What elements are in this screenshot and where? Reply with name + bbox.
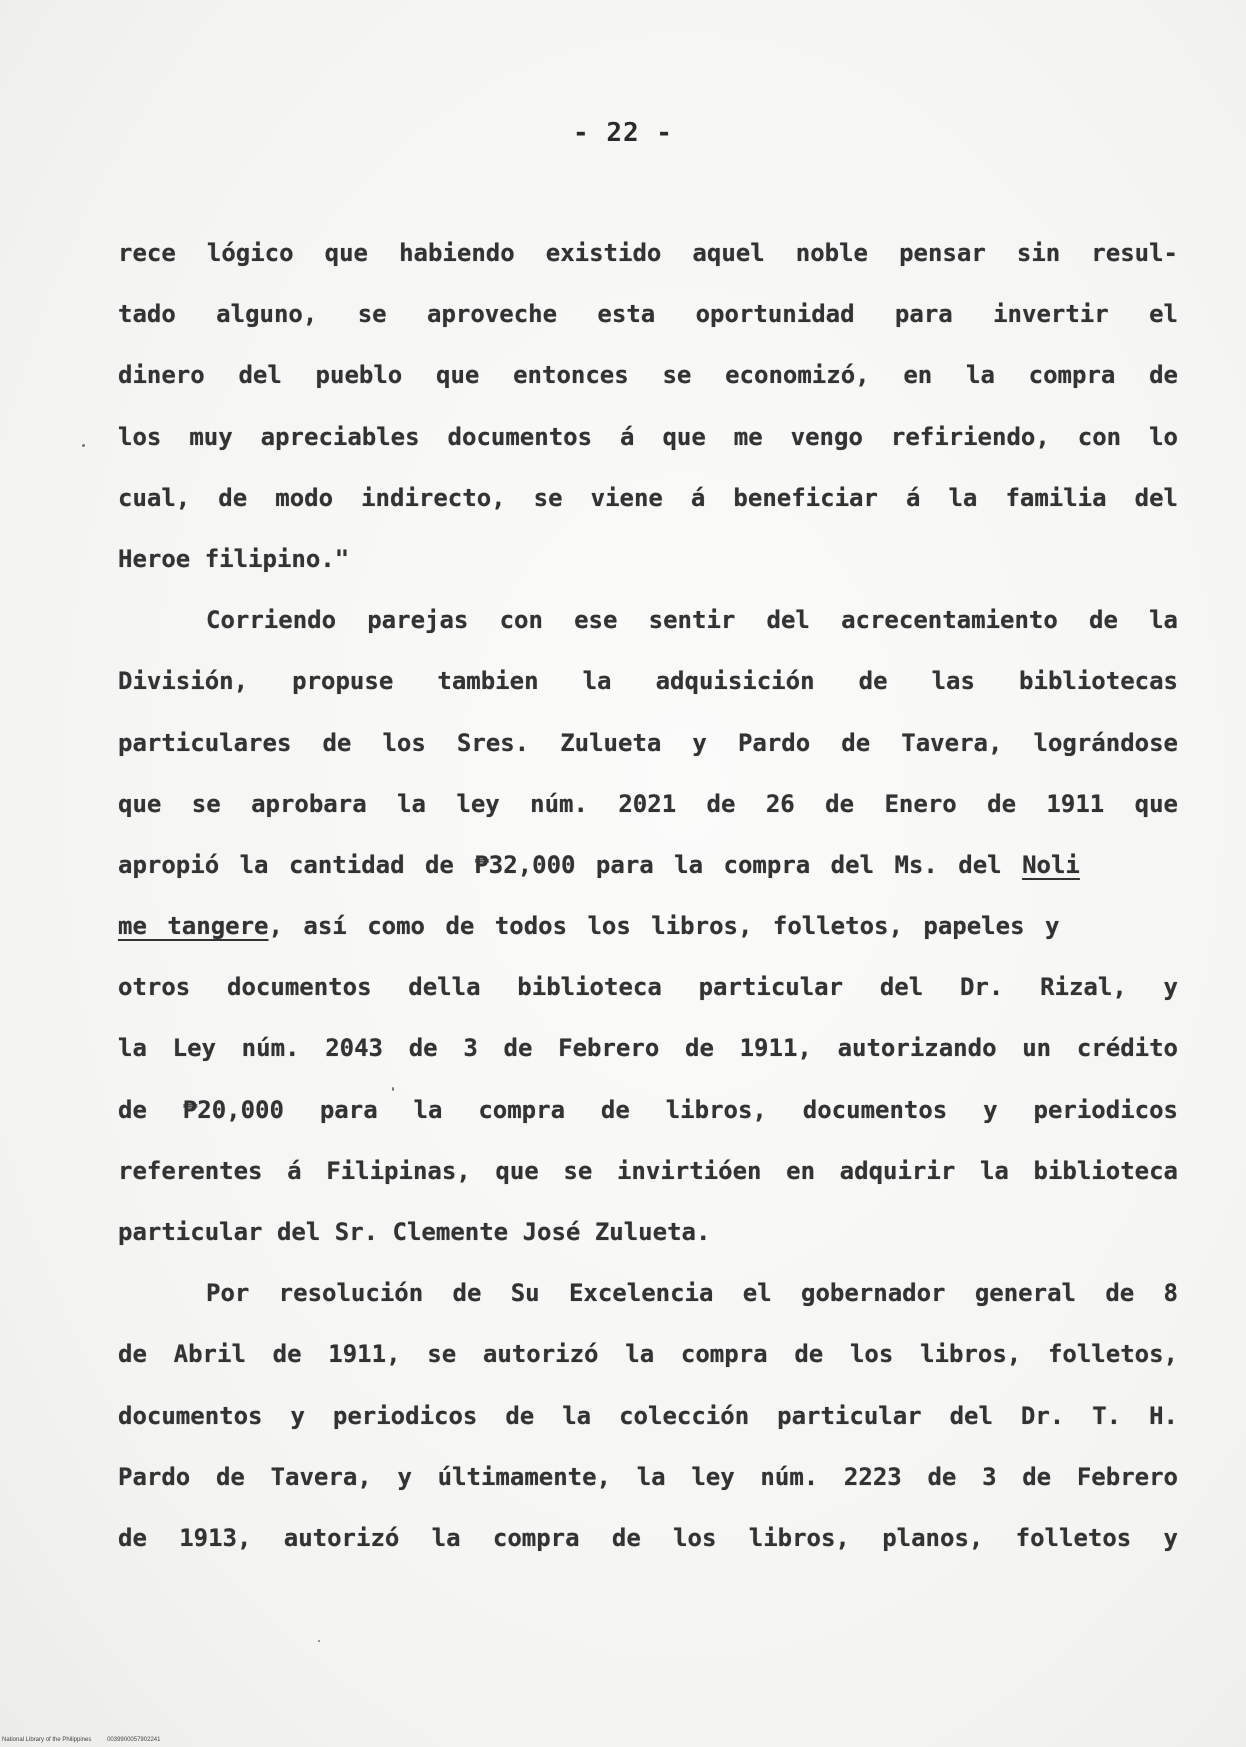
text-line — [118, 850, 1178, 911]
text-line: particulares de los Sres. Zulueta y Pardo de Tavera, lográndose — [118, 728, 1178, 757]
page-number: - 22 - — [573, 118, 673, 148]
text-line-segment: , así como de todos los libros, folletos, papeles y — [268, 912, 1060, 941]
book-title-underlined: me tangere — [118, 912, 269, 941]
text-line: tado alguno, se aproveche esta oportunidad para invertir el — [118, 300, 1178, 329]
text-line: documentos y periodicos de la colección particular del Dr. T. H. — [118, 1401, 1178, 1430]
scan-footer — [2, 1737, 174, 1743]
text-line: dinero del pueblo que entonces se economizó, en la compra de — [118, 361, 1178, 390]
book-title-underlined: Noli — [1022, 850, 1080, 879]
text-line: los muy apreciables documentos á que me vengo refiriendo, con lo — [118, 422, 1178, 451]
text-line: otros documentos della biblioteca particular del Dr. Rizal, y — [118, 973, 1178, 1002]
paper-speck — [392, 1087, 394, 1091]
text-line-segment: apropió la cantidad de ₱32,000 para la compra del Ms. del — [118, 850, 1002, 879]
text-line: rece lógico que habiendo existido aquel noble pensar sin resul- — [118, 239, 1178, 267]
text-line: División, propuse tambien la adquisición de las bibliotecas — [118, 667, 1178, 696]
paper-speck — [82, 444, 85, 447]
text-line: de Abril de 1911, se autorizó la compra de los libros, folletos, — [118, 1340, 1178, 1369]
body-text — [118, 238, 1178, 1584]
text-line: de ₱20,000 para la compra de libros, documentos y periodicos — [118, 1095, 1178, 1124]
text-line: particular del Sr. Clemente José Zulueta. — [118, 1218, 711, 1246]
text-line: de 1913, autorizó la compra de los libros, planos, folletos y — [118, 1523, 1178, 1552]
footer-institution: National Library of the Philippines — [2, 1737, 92, 1743]
text-line: referentes á Filipinas, que se invirtióen en adquirir la biblioteca — [118, 1156, 1178, 1185]
text-line: que se aprobara la ley núm. 2021 de 26 de Enero de 1911 que — [118, 789, 1178, 818]
text-line — [118, 911, 1178, 972]
text-line: Por resolución de Su Excelencia el gobernador general de 8 — [206, 1279, 1178, 1308]
text-line: Heroe filipino." — [118, 544, 350, 573]
text-line: Pardo de Tavera, y últimamente, la ley núm. 2223 de 3 de Febrero — [118, 1462, 1178, 1491]
text-line: cual, de modo indirecto, se viene á beneficiar á la familia del — [118, 483, 1178, 512]
text-line: Corriendo parejas con ese sentir del acrecentamiento de la — [206, 606, 1178, 635]
paper-speck — [318, 1640, 320, 1642]
text-line: la Ley núm. 2043 de 3 de Febrero de 1911, autorizando un crédito — [118, 1034, 1178, 1063]
footer-identifier: 0039900057902241 — [107, 1737, 161, 1743]
